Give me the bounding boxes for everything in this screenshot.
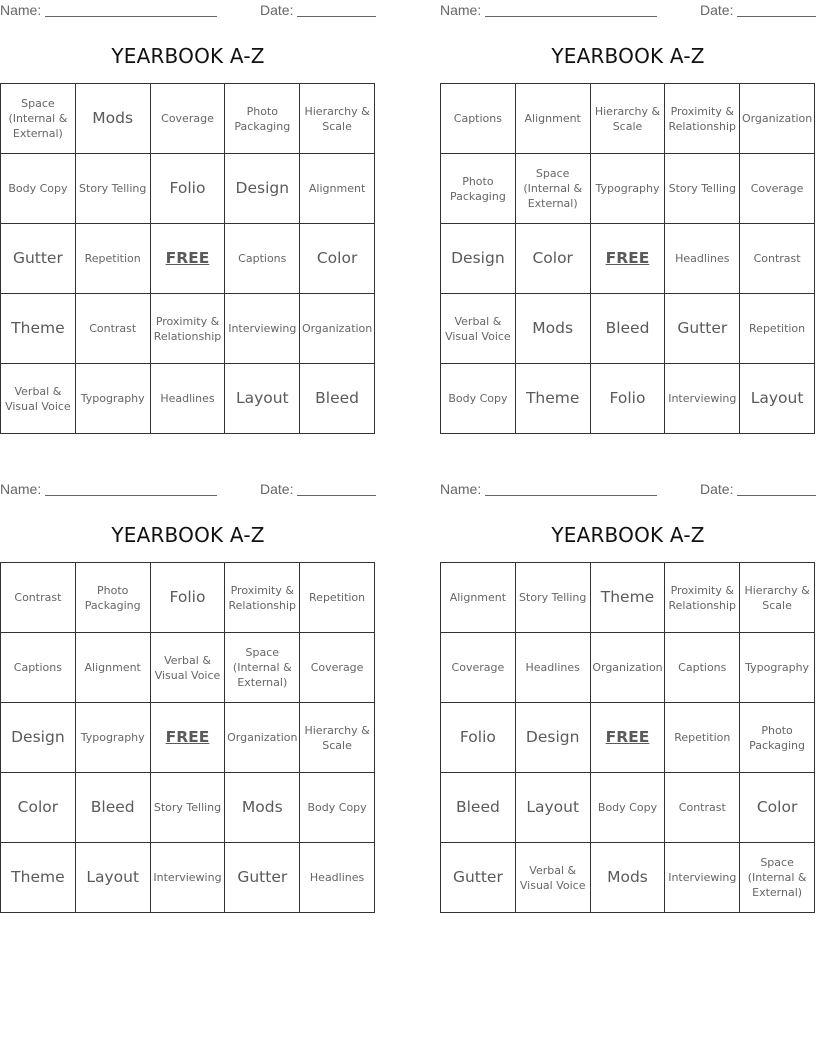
card-title: YEARBOOK A-Z (551, 523, 705, 547)
card-title: YEARBOOK A-Z (551, 44, 705, 68)
bingo-cell[interactable]: Proximity & Relationship (665, 563, 740, 633)
bingo-grid (0, 83, 375, 434)
bingo-cell[interactable]: Verbal & Visual Voice (151, 633, 226, 703)
bingo-cell[interactable]: Captions (1, 633, 76, 703)
bingo-cell[interactable]: Folio (151, 154, 226, 224)
name-label: Name: (0, 2, 42, 18)
bingo-cell[interactable]: Interviewing (225, 294, 300, 364)
bingo-cell[interactable]: Folio (151, 563, 226, 633)
bingo-cell[interactable]: Contrast (740, 224, 815, 294)
bingo-cell[interactable]: Repetition (76, 224, 151, 294)
date-field[interactable] (297, 495, 376, 496)
bingo-cell[interactable]: Interviewing (665, 364, 740, 434)
bingo-cell[interactable]: Organization (591, 633, 666, 703)
bingo-cell[interactable]: Organization (225, 703, 300, 773)
bingo-card-2 (440, 0, 816, 440)
name-field[interactable] (45, 16, 217, 17)
bingo-cell[interactable]: Body Copy (441, 364, 516, 434)
bingo-cell[interactable]: Design (441, 224, 516, 294)
bingo-grid (440, 83, 815, 434)
bingo-cell[interactable]: Typography (76, 703, 151, 773)
card-header (440, 0, 816, 20)
bingo-cell[interactable]: Repetition (300, 563, 375, 633)
bingo-cell[interactable]: Mods (76, 84, 151, 154)
card-header (0, 479, 376, 499)
bingo-cell[interactable]: Hierarchy & Scale (740, 563, 815, 633)
bingo-cell[interactable]: Photo Packaging (441, 154, 516, 224)
card-title: YEARBOOK A-Z (111, 523, 265, 547)
bingo-cell[interactable]: Design (1, 703, 76, 773)
bingo-cell[interactable]: Story Telling (151, 773, 226, 843)
bingo-cell[interactable]: Hierarchy & Scale (300, 703, 375, 773)
bingo-cell[interactable]: Repetition (740, 294, 815, 364)
bingo-card-3 (0, 479, 376, 919)
bingo-cell[interactable]: Design (516, 703, 591, 773)
bingo-cell[interactable]: Body Copy (300, 773, 375, 843)
bingo-cell[interactable]: Color (300, 224, 375, 294)
bingo-cell[interactable]: Space (Internal & External) (740, 843, 815, 913)
bingo-cell[interactable]: Repetition (665, 703, 740, 773)
date-field[interactable] (297, 16, 376, 17)
bingo-cell[interactable]: Folio (441, 703, 516, 773)
name-label: Name: (440, 481, 482, 497)
bingo-cell[interactable]: Captions (665, 633, 740, 703)
date-label: Date: (700, 481, 734, 497)
date-field[interactable] (737, 495, 816, 496)
date-field[interactable] (737, 16, 816, 17)
date-label: Date: (700, 2, 734, 18)
bingo-cell[interactable]: Bleed (300, 364, 375, 434)
free-space-cell[interactable]: FREE (151, 703, 226, 773)
bingo-cell[interactable]: Bleed (76, 773, 151, 843)
bingo-cell[interactable]: Gutter (1, 224, 76, 294)
name-field[interactable] (45, 495, 217, 496)
bingo-cell[interactable]: Color (516, 224, 591, 294)
bingo-cell[interactable]: Hierarchy & Scale (591, 84, 666, 154)
bingo-cell[interactable]: Bleed (441, 773, 516, 843)
bingo-cell[interactable]: Alignment (441, 563, 516, 633)
bingo-cell[interactable]: Story Telling (665, 154, 740, 224)
bingo-cell[interactable]: Headlines (300, 843, 375, 913)
bingo-cell[interactable]: Organization (300, 294, 375, 364)
bingo-cell[interactable]: Proximity & Relationship (665, 84, 740, 154)
bingo-cell[interactable]: Theme (516, 364, 591, 434)
bingo-cell[interactable]: Alignment (300, 154, 375, 224)
date-label: Date: (260, 2, 294, 18)
bingo-cell[interactable]: Color (740, 773, 815, 843)
bingo-cell[interactable]: Folio (591, 364, 666, 434)
bingo-cell[interactable]: Captions (441, 84, 516, 154)
free-space-cell[interactable]: FREE (591, 703, 666, 773)
bingo-cell[interactable]: Typography (740, 633, 815, 703)
bingo-cell[interactable]: Layout (225, 364, 300, 434)
bingo-cell[interactable]: Mods (516, 294, 591, 364)
bingo-cell[interactable]: Space (Internal & External) (225, 633, 300, 703)
bingo-cell[interactable]: Coverage (740, 154, 815, 224)
name-field[interactable] (485, 495, 657, 496)
bingo-grid (0, 562, 375, 913)
bingo-cell[interactable]: Design (225, 154, 300, 224)
bingo-cell[interactable]: Typography (591, 154, 666, 224)
bingo-cell[interactable]: Interviewing (665, 843, 740, 913)
card-header (440, 479, 816, 499)
bingo-cell[interactable]: Typography (76, 364, 151, 434)
name-field[interactable] (485, 16, 657, 17)
name-label: Name: (440, 2, 482, 18)
bingo-cell[interactable]: Photo Packaging (225, 84, 300, 154)
bingo-cell[interactable]: Headlines (665, 224, 740, 294)
bingo-cell[interactable]: Alignment (516, 84, 591, 154)
bingo-cell[interactable]: Body Copy (1, 154, 76, 224)
bingo-cell[interactable]: Photo Packaging (76, 563, 151, 633)
bingo-card-1 (0, 0, 376, 440)
bingo-cell[interactable]: Proximity & Relationship (151, 294, 226, 364)
bingo-cell[interactable]: Alignment (76, 633, 151, 703)
bingo-cell[interactable]: Space (Internal & External) (1, 84, 76, 154)
bingo-cell[interactable]: Layout (740, 364, 815, 434)
bingo-cell[interactable]: Gutter (665, 294, 740, 364)
bingo-cell[interactable]: Theme (591, 563, 666, 633)
bingo-cell[interactable]: Story Telling (516, 563, 591, 633)
bingo-cell[interactable]: Contrast (1, 563, 76, 633)
bingo-cell[interactable]: Theme (1, 294, 76, 364)
bingo-cell[interactable]: Space (Internal & External) (516, 154, 591, 224)
bingo-cell[interactable]: Organization (740, 84, 815, 154)
bingo-cell[interactable]: Theme (1, 843, 76, 913)
date-label: Date: (260, 481, 294, 497)
free-space-cell[interactable]: FREE (591, 224, 666, 294)
card-header (0, 0, 376, 20)
bingo-cell[interactable]: Bleed (591, 294, 666, 364)
bingo-cell[interactable]: Story Telling (76, 154, 151, 224)
bingo-cell[interactable]: Gutter (441, 843, 516, 913)
bingo-cell[interactable]: Verbal & Visual Voice (516, 843, 591, 913)
bingo-cell[interactable]: Coverage (151, 84, 226, 154)
bingo-cell[interactable]: Headlines (151, 364, 226, 434)
bingo-cell[interactable]: Interviewing (151, 843, 226, 913)
bingo-cell[interactable]: Captions (225, 224, 300, 294)
bingo-cell[interactable]: Verbal & Visual Voice (1, 364, 76, 434)
bingo-cell[interactable]: Color (1, 773, 76, 843)
bingo-grid (440, 562, 815, 913)
bingo-cell[interactable]: Photo Packaging (740, 703, 815, 773)
name-label: Name: (0, 481, 42, 497)
bingo-cell[interactable]: Coverage (300, 633, 375, 703)
bingo-cell[interactable]: Body Copy (591, 773, 666, 843)
bingo-cell[interactable]: Contrast (76, 294, 151, 364)
bingo-cell[interactable]: Contrast (665, 773, 740, 843)
bingo-cell[interactable]: Headlines (516, 633, 591, 703)
bingo-card-4 (440, 479, 816, 919)
bingo-cell[interactable]: Verbal & Visual Voice (441, 294, 516, 364)
card-title: YEARBOOK A-Z (111, 44, 265, 68)
bingo-cell[interactable]: Proximity & Relationship (225, 563, 300, 633)
bingo-cell[interactable]: Layout (516, 773, 591, 843)
bingo-cell[interactable]: Hierarchy & Scale (300, 84, 375, 154)
free-space-cell[interactable]: FREE (151, 224, 226, 294)
bingo-cell[interactable]: Mods (591, 843, 666, 913)
bingo-cell[interactable]: Gutter (225, 843, 300, 913)
bingo-cell[interactable]: Coverage (441, 633, 516, 703)
bingo-cell[interactable]: Layout (76, 843, 151, 913)
bingo-cell[interactable]: Mods (225, 773, 300, 843)
